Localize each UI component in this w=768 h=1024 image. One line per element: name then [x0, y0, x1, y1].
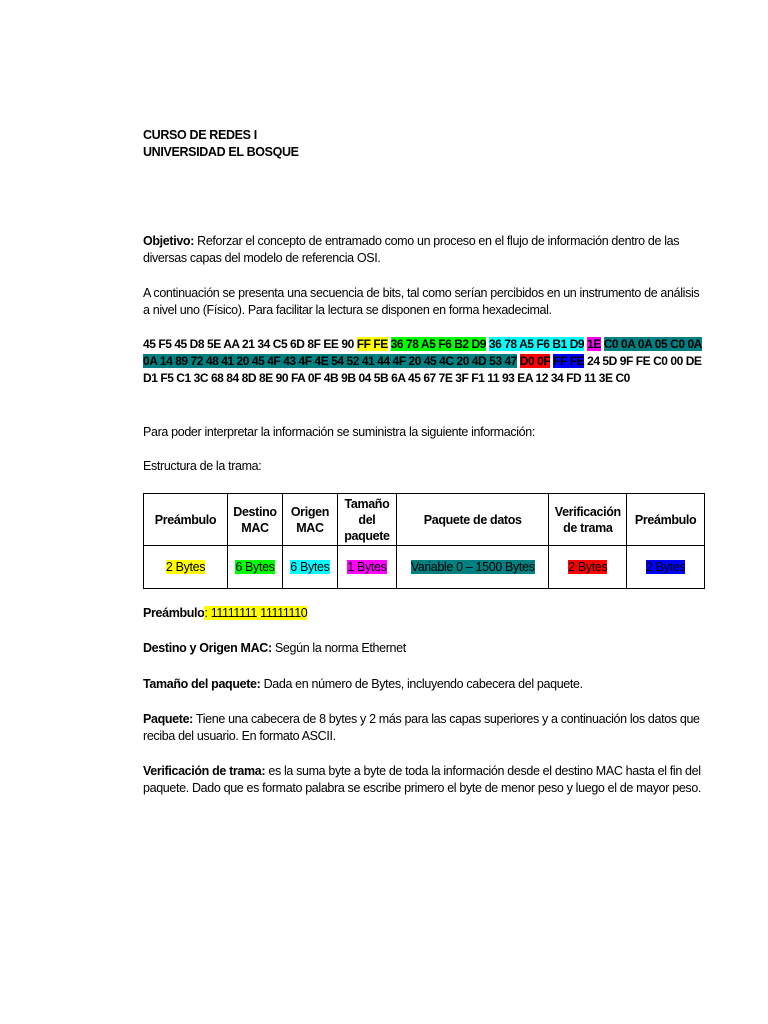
hex-highlight-segment: FF FE [553, 354, 585, 368]
preamble-label: Preámbulo [143, 606, 205, 620]
hex-highlight-segment: 1E [587, 337, 601, 351]
preamble-definition [143, 605, 708, 622]
header-source-mac: Origen MAC [282, 494, 337, 546]
hex-sequence [143, 336, 708, 387]
header-destination-mac: Destino MAC [227, 494, 282, 546]
hex-highlight-segment: D0 0F [519, 354, 551, 368]
intro-paragraph: A continuación se presenta una secuencia de bits, tal como serían percibidos en un instrumento de análisis a nivel uno (Físico). Para facilitar la lectura se disponen en forma hexadecimal. [143, 286, 700, 317]
frame-structure-table [143, 493, 705, 589]
hex-segment: 24 5D 9F FE C0 00 DE D1 F5 C1 3C 68 84 8D 8E 90 FA 0F 4B 9B 04 5B 6A 45 67 7E 3F F1 11 93 EA 12 34 FD 11 3E C0 [143, 354, 702, 385]
cell-packet-size [337, 546, 396, 589]
size-value: 6 Bytes [290, 560, 330, 574]
size-value: 2 Bytes [645, 560, 686, 574]
hex-highlight-segment: 36 78 A5 F6 B1 D9 [488, 337, 585, 351]
university-title: UNIVERSIDAD EL BOSQUE [143, 145, 299, 159]
mac-definition [143, 640, 708, 657]
structure-label: Estructura de la trama: [143, 459, 262, 473]
info-intro-paragraph: Para poder interpretar la información se suministra la siguiente información: [143, 425, 536, 439]
objective-paragraph [143, 233, 708, 267]
header-packet-size: Tamaño del paquete [337, 494, 396, 546]
hex-highlight-segment: FF FE [356, 337, 388, 351]
size-text: Dada en número de Bytes, incluyendo cabecera del paquete. [260, 677, 583, 691]
cell-destination-mac [227, 546, 282, 589]
cell-preamble-end [627, 546, 705, 589]
packet-definition [143, 711, 708, 745]
checksum-text: es la suma byte a byte de toda la información desde el destino MAC hasta el fin del paquete. Dado que es formato palabra se escribe primero el byte de menor peso y luego el de mayor peso. [143, 764, 702, 795]
mac-label: Destino y Origen MAC: [143, 641, 272, 655]
size-value: Variable 0 – 1500 Bytes [410, 560, 535, 574]
checksum-definition [143, 763, 708, 797]
preamble-value: : 11111111 11111110 [204, 606, 308, 620]
size-value: 2 Bytes [568, 560, 608, 574]
objective-text: Reforzar el concepto de entramado como un proceso en el flujo de información dentro de las diversas capas del modelo de referencia OSI. [143, 234, 680, 265]
hex-segment: 45 F5 45 D8 5E AA 21 34 C5 6D 8F EE 90 [143, 337, 357, 351]
course-title: CURSO DE REDES I [143, 128, 257, 142]
header-preamble-start: Preámbulo [144, 494, 228, 546]
size-value: 2 Bytes [165, 560, 206, 574]
size-value: 1 Bytes [347, 560, 387, 574]
cell-source-mac [282, 546, 337, 589]
size-definition [143, 676, 708, 693]
frame-table-header-row [144, 494, 705, 546]
cell-data-packet [396, 546, 548, 589]
header-preamble-end: Preámbulo [627, 494, 705, 546]
objective-label: Objetivo: [143, 234, 195, 248]
frame-table-size-row [144, 546, 705, 589]
mac-text: Según la norma Ethernet [271, 641, 406, 655]
size-value: 6 Bytes [235, 560, 275, 574]
packet-label: Paquete: [143, 712, 193, 726]
header-data-packet: Paquete de datos [396, 494, 548, 546]
hex-highlight-segment: C0 0A 0A 05 C0 0A 0A 14 89 72 48 41 20 45 4F 43 4F 4E 54 52 41 44 4F 20 45 4C 20 4D 53 47 [143, 337, 702, 368]
hex-highlight-segment: 36 78 A5 F6 B2 D9 [390, 337, 486, 351]
packet-text: Tiene una cabecera de 8 bytes y 2 más para las capas superiores y a continuación los datos que reciba del usuario. En formato ASCII. [143, 712, 700, 743]
checksum-label: Verificación de trama: [143, 764, 266, 778]
cell-preamble-start [144, 546, 228, 589]
size-label: Tamaño del paquete: [143, 677, 261, 691]
header-frame-check: Verificación de trama [549, 494, 627, 546]
cell-frame-check [549, 546, 627, 589]
